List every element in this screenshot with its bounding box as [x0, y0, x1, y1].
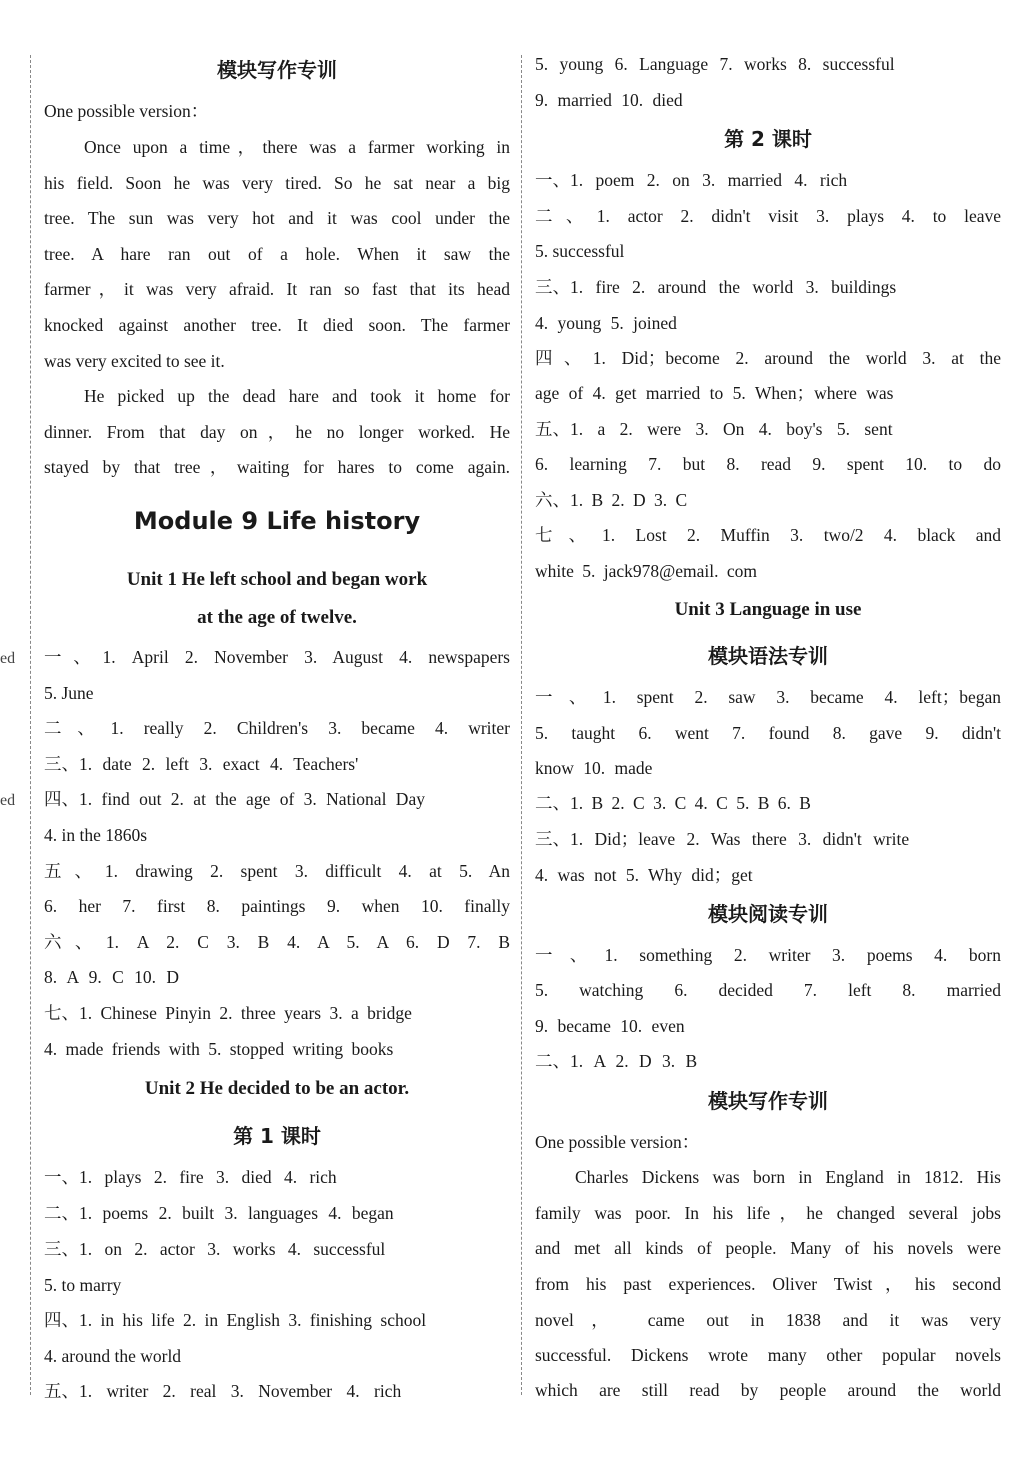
answer-line: 5. to marry: [44, 1275, 122, 1295]
answer-line: 4. was not 5. Why did；get: [535, 865, 753, 885]
sample-intro: One possible version：: [535, 1132, 700, 1152]
answer-line: 三、1. on 2. actor 3. works 4. successful: [44, 1239, 386, 1259]
answer-line: 六、1. A 2. C 3. B 4. A 5. A 6. D 7. B: [44, 932, 510, 952]
essay-line: Once upon a time，there was a farmer working in: [84, 137, 510, 157]
answer-line: 4. around the world: [44, 1346, 182, 1366]
answer-line: 4. in the 1860s: [44, 825, 148, 845]
answer-line: 6. her 7. first 8. paintings 9. when 10. finally: [44, 896, 510, 916]
module-title: Module 9 Life history: [133, 507, 421, 535]
essay-line: was very excited to see it.: [44, 351, 225, 371]
answer-line: 5. taught 6. went 7. found 8. gave 9. didn't: [535, 723, 1001, 743]
answer-line: 四、1. Did；become 2. around the world 3. at the: [535, 348, 1001, 368]
answer-line: 二、1. poems 2. built 3. languages 4. began: [44, 1203, 394, 1223]
answer-line: white 5. jack978@email. com: [535, 561, 758, 581]
answer-line: 六、1. B 2. D 3. C: [535, 490, 688, 510]
sample-intro: One possible version：: [44, 101, 209, 121]
essay-line: successful. Dickens wrote many other popular novels: [535, 1345, 1001, 1365]
answer-line: age of 4. get married to 5. When；where was: [535, 383, 894, 403]
unit1-title: Unit 1 He left school and began work: [126, 569, 428, 590]
answer-line: 一、1. plays 2. fire 3. died 4. rich: [44, 1167, 337, 1187]
answer-line: 五、1. writer 2. real 3. November 4. rich: [44, 1381, 402, 1401]
unit2-title: Unit 2 He decided to be an actor.: [144, 1078, 410, 1099]
reading-section-title: 模块阅读专训: [708, 902, 828, 926]
answer-line: 二、1. A 2. D 3. B: [535, 1051, 698, 1071]
essay-line: farmer，it was very afraid. It ran so fast that its head: [44, 279, 510, 299]
essay-line: dinner. From that day on，he no longer worked. He: [44, 422, 510, 442]
answer-line: 5. successful: [535, 241, 625, 261]
essay-line: stayed by that tree，waiting for hares to come again.: [44, 457, 510, 477]
essay-line: novel， came out in 1838 and it was very: [535, 1310, 1001, 1330]
edge-fragment: ed: [0, 650, 16, 667]
answer-line: 二、1. actor 2. didn't visit 3. plays 4. to leave: [535, 206, 1001, 226]
edge-fragment: ed: [0, 792, 16, 809]
column-divider: [521, 55, 522, 1395]
essay-line: family was poor. In his life，he changed several jobs: [535, 1203, 1001, 1223]
essay-line: He picked up the dead hare and took it home for: [84, 386, 510, 406]
answer-line: 一、1. something 2. writer 3. poems 4. born: [535, 945, 1001, 965]
essay-line: knocked against another tree. It died soon. The farmer: [44, 315, 510, 335]
answer-line: 四、1. find out 2. at the age of 3. National Day: [44, 789, 425, 809]
essay-line: his field. Soon he was very tired. So he sat near a big: [44, 173, 510, 193]
answer-line: 4. young 5. joined: [535, 313, 677, 333]
answer-line: 五、1. a 2. were 3. On 4. boy's 5. sent: [535, 419, 893, 439]
answer-line: 9. became 10. even: [535, 1016, 685, 1036]
answer-line: 5. young 6. Language 7. works 8. successful: [535, 54, 895, 74]
left-margin-rule: [30, 55, 31, 1395]
essay-line: which are still read by people around the world: [535, 1380, 1001, 1400]
essay-line: from his past experiences. Oliver Twist，his second: [535, 1274, 1001, 1294]
answer-line: 一、1. April 2. November 3. August 4. newspapers: [44, 647, 510, 667]
answer-line: 二、1. B 2. C 3. C 4. C 5. B 6. B: [535, 793, 811, 813]
answer-line: 七、1. Lost 2. Muffin 3. two/2 4. black and: [535, 525, 1001, 545]
essay-line: tree. The sun was very hot and it was cool under the: [44, 208, 510, 228]
answer-line: 七、1. Chinese Pinyin 2. three years 3. a bridge: [44, 1003, 412, 1023]
answer-line: 五、1. drawing 2. spent 3. difficult 4. at 5. An: [44, 861, 510, 881]
answer-line: 9. married 10. died: [535, 90, 683, 110]
answer-line: 一、1. poem 2. on 3. married 4. rich: [535, 170, 848, 190]
answer-line: 二、1. really 2. Children's 3. became 4. writer: [44, 718, 510, 738]
lesson2-title: 第 2 课时: [724, 127, 812, 151]
answer-line: 四、1. in his life 2. in English 3. finishing school: [44, 1310, 427, 1330]
answer-line: 4. made friends with 5. stopped writing books: [44, 1039, 394, 1059]
answer-line: 三、1. Did；leave 2. Was there 3. didn't write: [535, 829, 910, 849]
unit3-title: Unit 3 Language in use: [674, 599, 862, 620]
answer-line: 5. watching 6. decided 7. left 8. married: [535, 980, 1001, 1000]
answer-line: 三、1. date 2. left 3. exact 4. Teachers': [44, 754, 359, 774]
essay-line: tree. A hare ran out of a hole. When it saw the: [44, 244, 510, 264]
answer-line: 5. June: [44, 683, 94, 703]
lesson1-title: 第 1 课时: [233, 1124, 321, 1148]
essay-line: Charles Dickens was born in England in 1812. His: [575, 1167, 1001, 1187]
answer-line: 6. learning 7. but 8. read 9. spent 10. to do: [535, 454, 1001, 474]
answer-line: 8. A 9. C 10. D: [44, 967, 180, 987]
answer-line: know 10. made: [535, 758, 653, 778]
answer-line: 一、1. spent 2. saw 3. became 4. left；began: [535, 687, 1001, 707]
writing-section-title: 模块写作专训: [708, 1089, 828, 1113]
essay-line: and met all kinds of people. Many of his novels were: [535, 1238, 1001, 1258]
unit1-title-cont: at the age of twelve.: [197, 607, 357, 628]
writing-section-title: 模块写作专训: [217, 58, 337, 82]
grammar-section-title: 模块语法专训: [708, 644, 828, 668]
answer-line: 三、1. fire 2. around the world 3. buildings: [535, 277, 897, 297]
